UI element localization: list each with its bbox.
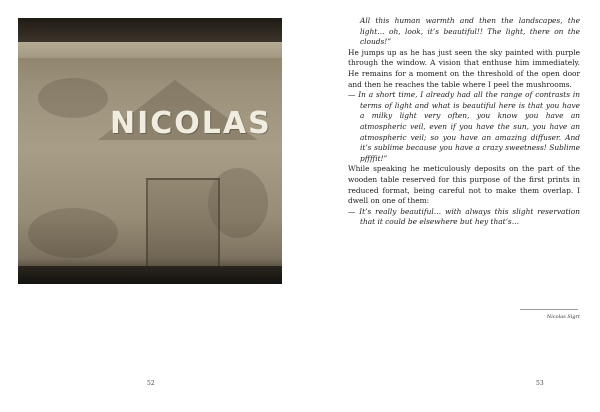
quote-paragraph: — It’s really beautiful… with always this slight reservation that it could be elsewhere but hey that’s… bbox=[348, 206, 580, 227]
page-number-left: 52 bbox=[147, 380, 155, 387]
right-page bbox=[300, 0, 600, 412]
photo-credit: Nicolas Sigrt bbox=[546, 314, 580, 320]
photo-sign-text: NICOLAS bbox=[110, 106, 272, 141]
body-text bbox=[348, 16, 580, 228]
photo-stain bbox=[28, 208, 118, 258]
quote-paragraph: All this human warmth and then the landscapes, the light… oh, look, it’s beautiful!! The light, there on the clouds!” bbox=[360, 16, 580, 47]
quote-paragraph: — In a short time, I already had all the range of contrasts in terms of light and what is beautiful here is that you have a milky light very often, you know you have an atmospheric veil, even if you have the sun, you have an atmospheric veil; so you have an amazing diffuser. And it’s sublime because you have a crazy sweetness! Sublime pffffit!” bbox=[348, 90, 580, 163]
body-paragraph: While speaking he meticulously deposits on the part of the wooden table reserved for this purpose of the first prints in reduced format, being careful not to make them overlap. I dwell on one of them: bbox=[348, 164, 580, 206]
photo-roofline bbox=[18, 18, 282, 42]
credit-rule bbox=[520, 309, 578, 310]
photo-stain bbox=[38, 78, 108, 118]
body-paragraph: He jumps up as he has just seen the sky painted with purple through the window. A vision that enthuse him immediately. He remains for a moment on the threshold of the open door and then he reaches the table where I peel the mushrooms. bbox=[348, 47, 580, 89]
photo-ground bbox=[18, 266, 282, 284]
photo-wall-top bbox=[18, 42, 282, 58]
page-number-right: 53 bbox=[536, 380, 544, 387]
photograph bbox=[18, 18, 282, 284]
